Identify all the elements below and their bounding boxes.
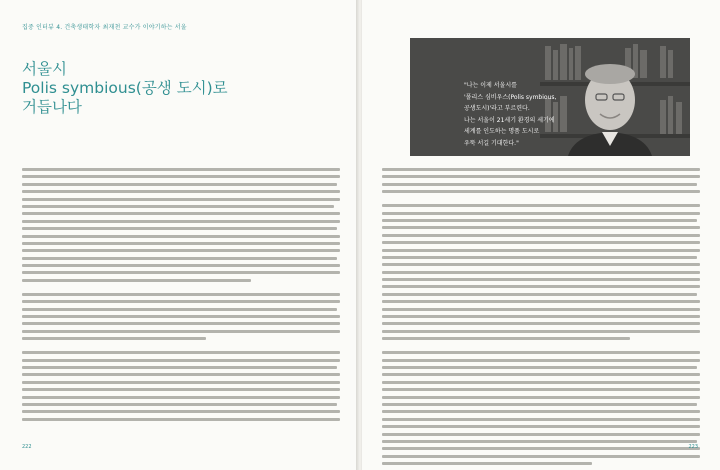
quote-line: 공생도시)'라고 부르련다.	[464, 105, 530, 112]
left-page	[0, 0, 358, 470]
article-title	[22, 60, 242, 117]
paragraph	[382, 204, 700, 340]
quote-line: 우뚝 서길 기대한다."	[464, 139, 519, 147]
section-header: 집중 인터뷰 4. 건축생태학자 최재천 교수가 이야기하는 서울	[22, 24, 187, 31]
page-number-left: 222	[22, 444, 32, 450]
page-number-right: 223	[688, 444, 698, 450]
paragraph	[22, 293, 340, 340]
left-body-text	[22, 168, 340, 432]
paragraph	[382, 351, 700, 465]
quote-line: "나는 이제 서울시를	[464, 82, 517, 89]
title-line-2: Polis symbious(공생 도시)로	[22, 79, 228, 97]
right-page	[362, 0, 720, 470]
quote-line: 나는 서울이 21세기 환경의 세기에	[464, 116, 555, 124]
title-line-3: 거듭나다	[22, 98, 82, 116]
paragraph	[382, 168, 700, 193]
paragraph	[22, 168, 340, 282]
portrait-photo	[410, 38, 690, 156]
quote-line: 세계를 인도하는 명품 도시로	[464, 128, 540, 135]
quote-line: '폴리스 심비우스(Polis symbious,	[464, 93, 557, 101]
right-body-text	[382, 168, 700, 470]
pull-quote	[464, 80, 584, 149]
title-line-1: 서울시	[22, 60, 67, 78]
paragraph	[22, 351, 340, 421]
